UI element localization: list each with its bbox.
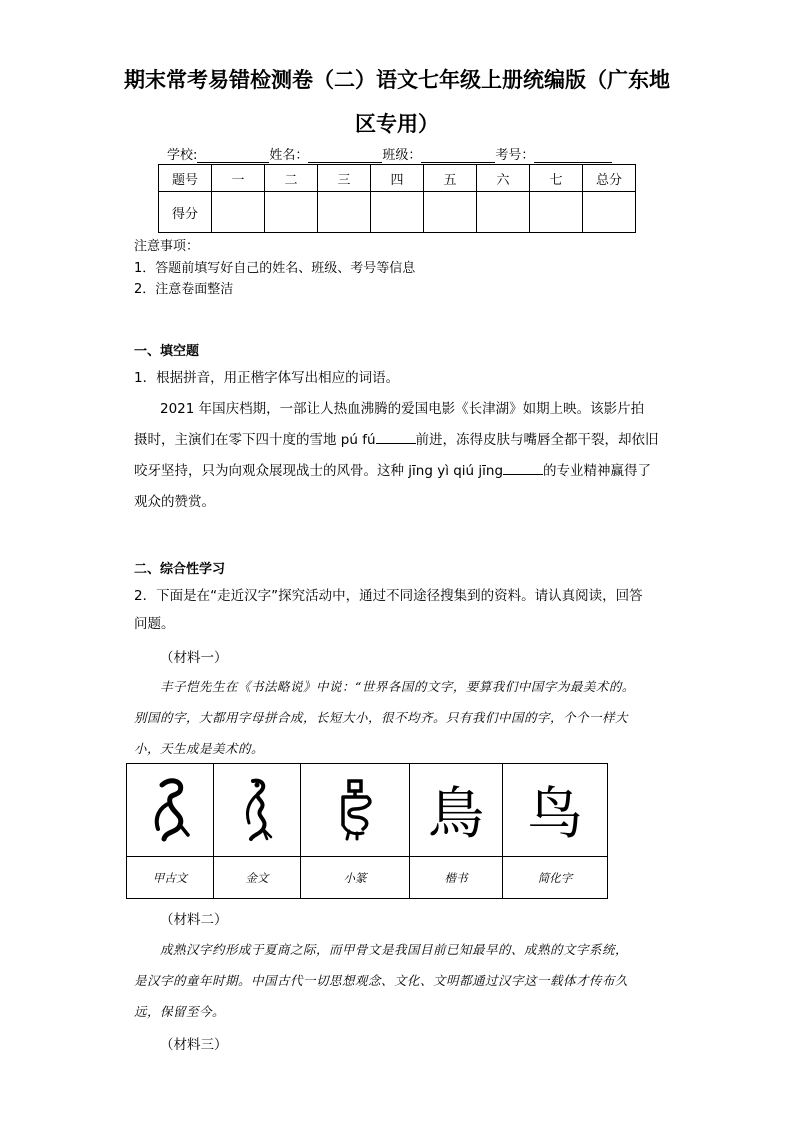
oracle-bone-bird-glyph	[140, 773, 200, 843]
score-header-cell: 七	[530, 165, 583, 192]
material-2-line3: 远，保留至今。	[134, 1004, 226, 1019]
q1-passage-line1: 2021 年国庆档期，一部让人热血沸腾的爱国电影《长津湖》如期上映。该影片拍	[160, 401, 645, 417]
score-table-header-row	[159, 165, 636, 192]
section1-heading: 一、填空题	[134, 344, 200, 359]
material-2-line1: 成熟汉字约形成于夏商之际，而甲骨文是我国目前已知最早的、成熟的文字系统，	[160, 942, 629, 957]
school-blank	[197, 149, 269, 163]
score-cell[interactable]	[212, 192, 265, 233]
q1-passage-line3-end: 的专业精神赢得了	[543, 463, 652, 479]
q1-passage-line2-start: 摄时，主演们在零下四十度的雪地 pú fú	[134, 432, 376, 448]
material-1-label: （材料一）	[160, 650, 228, 666]
score-header-cell: 三	[318, 165, 371, 192]
material-3-label: （材料三）	[160, 1037, 228, 1053]
answer-blank-pufu[interactable]	[376, 431, 416, 444]
name-blank	[308, 149, 382, 163]
score-header-cell: 总分	[583, 165, 636, 192]
glyph-label-bronze: 金文	[214, 857, 301, 899]
material-1-line1: 丰子恺先生在《书法略说》中说：“世界各国的文字，要算我们中国字为最美术的。	[160, 679, 635, 694]
score-cell[interactable]	[477, 192, 530, 233]
score-header-cell: 一	[212, 165, 265, 192]
notes-heading: 注意事项：	[134, 239, 200, 254]
score-cell[interactable]	[530, 192, 583, 233]
question-2-line1: 2．下面是在“走近汉字”探究活动中，通过不同途径搜集到的资料。请认真阅读，回答	[134, 588, 643, 604]
small-seal-glyph-cell	[301, 764, 410, 857]
score-header-cell: 二	[265, 165, 318, 192]
score-table	[158, 164, 636, 233]
student-info-line	[167, 144, 612, 163]
answer-blank-jingyiqiujing[interactable]	[503, 462, 543, 475]
regular-script-glyph-cell	[410, 764, 503, 857]
exam-no-blank	[534, 149, 612, 163]
question-2-line2: 问题。	[134, 616, 175, 632]
material-2-label: （材料二）	[160, 912, 228, 928]
q1-passage-line3	[134, 459, 651, 479]
score-cell[interactable]	[318, 192, 371, 233]
oracle-bone-glyph-cell	[127, 764, 214, 857]
exam-title-line1: 期末常考易错检测卷（二）语文七年级上册统编版（广东地	[124, 67, 670, 92]
simplified-glyph-cell	[503, 764, 608, 857]
bronze-glyph-cell	[214, 764, 301, 857]
class-blank	[421, 149, 495, 163]
section2-heading: 二、综合性学习	[134, 562, 226, 577]
score-row-label: 得分	[159, 192, 212, 233]
class-label: 班级：	[382, 148, 422, 163]
glyph-label-small-seal: 小篆	[301, 857, 410, 899]
q1-passage-line3-start: 咬牙坚持，只为向观众展现战士的风骨。这种 jīng yì qiú jīng	[134, 463, 504, 479]
glyph-label-regular-script: 楷书	[410, 857, 503, 899]
glyph-label-oracle-bone: 甲古文	[127, 857, 214, 899]
notes-item-1: 1．答题前填写好自己的姓名、班级、考号等信息	[134, 261, 416, 276]
q1-passage-line2	[134, 428, 659, 448]
glyph-label-simplified: 简化字	[503, 857, 608, 899]
score-table-score-row	[159, 192, 636, 233]
material-2-line2: 是汉字的童年时期。中国古代一切思想观念、文化、文明都通过汉字这一载体才传布久	[134, 973, 629, 988]
exam-title-line2: 区专用）	[355, 111, 439, 136]
score-cell[interactable]	[371, 192, 424, 233]
simplified-bird-char: 鸟	[527, 782, 583, 847]
score-cell[interactable]	[583, 192, 636, 233]
regular-script-bird-char: 鳥	[428, 782, 484, 847]
notes-item-2: 2．注意卷面整洁	[134, 282, 234, 297]
small-seal-bird-glyph	[325, 773, 385, 843]
material-1-line3: 小，天生成是美术的。	[134, 741, 265, 756]
score-cell[interactable]	[424, 192, 477, 233]
glyph-label-row	[127, 857, 608, 899]
score-cell[interactable]	[265, 192, 318, 233]
material-1-line2: 别国的字，大都用字母拼合成，长短大小，很不均齐。只有我们中国的字，个个一样大	[134, 710, 629, 725]
q1-passage-line4: 观众的赞赏。	[134, 494, 215, 510]
bronze-bird-glyph	[227, 773, 287, 843]
glyph-evolution-table	[126, 763, 608, 899]
score-header-cell: 六	[477, 165, 530, 192]
score-header-cell: 四	[371, 165, 424, 192]
exam-no-label: 考号：	[495, 148, 535, 163]
name-label: 姓名：	[269, 148, 309, 163]
score-header-cell: 五	[424, 165, 477, 192]
glyph-image-row	[127, 764, 608, 857]
school-label: 学校:	[167, 148, 198, 163]
question-1: 1．根据拼音，用正楷字体写出相应的词语。	[134, 370, 400, 386]
score-header-cell: 题号	[159, 165, 212, 192]
q1-passage-line2-end: 前进，冻得皮肤与嘴唇全都干裂，却依旧	[415, 432, 659, 448]
